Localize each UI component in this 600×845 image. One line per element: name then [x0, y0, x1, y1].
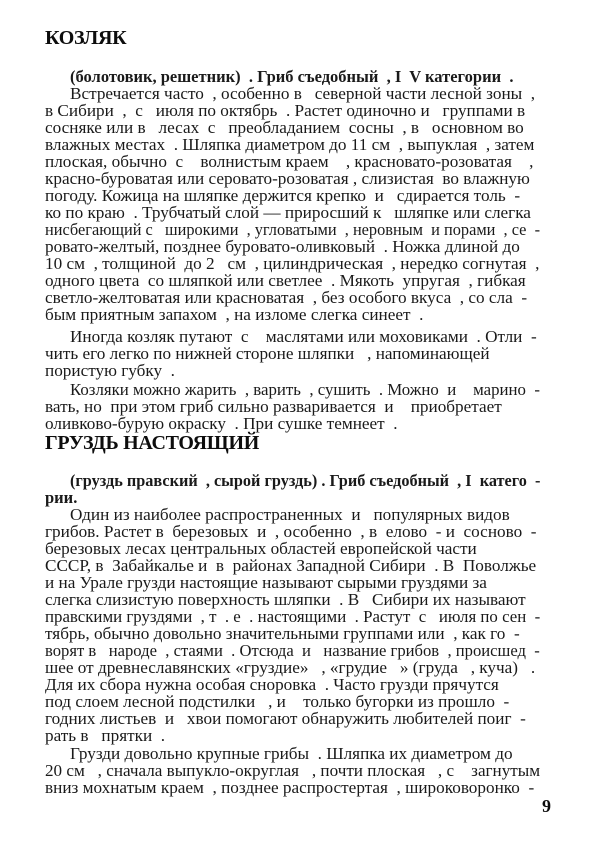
section-title-kozlyak: КОЗЛЯК [45, 27, 127, 49]
text-line: чить его легко по нижней стороне шляпки , напоминающей [45, 344, 490, 363]
text-line: СССР, в Забайкалье и в районах Западной Сибири . В Поволжье [45, 556, 537, 575]
text-line: Встречается часто , особенно в северной части лесной зоны , [70, 84, 536, 103]
text-line: ворят в народе , стаями . Отсюда и название грибов , происшед - [45, 641, 540, 660]
text-line: одного цвета со шляпкой или светлее . Мякоть упругая , гибкая [45, 271, 526, 290]
text-line: ко по краю . Трубчатый слой — приросший к шляпке или слегка [45, 203, 531, 222]
text-line: погоду. Кожица на шляпке держится крепко и сдирается толь - [45, 186, 521, 205]
paragraph-start: Грузди довольно крупные грибы . Шляпка их диаметром до [70, 744, 513, 763]
text-line: шее от древнеславянских «груздие» , «грудие » (груда , куча) . [45, 658, 536, 677]
section-title-gruzd: ГРУЗДЬ НАСТОЯЩИЙ [45, 432, 259, 454]
text-line: нисбегающий с широкими , угловатыми , неровным и порами , се - [45, 220, 541, 239]
section-subtitle-cont: рии. [45, 488, 78, 507]
text-line: оливково-бурую окраску . При сушке темнеет . [45, 414, 398, 433]
text-line: слегка слизистую поверхность шляпки . В Сибири их называют [45, 590, 526, 609]
section-subtitle: (груздь правский , сырой груздь) . Гриб съедобный , I катего - [70, 471, 541, 490]
text-line: 20 см , сначала выпукло-округлая , почти плоская , с загнутым [45, 761, 541, 780]
text-line: в Сибири , с июля по октябрь . Растет одиночно и группами в [45, 101, 526, 120]
text-line: тябрь, обычно довольно значительными группами или , как го - [45, 624, 520, 643]
paragraph-start: Один из наиболее распространенных и популярных видов [70, 505, 510, 524]
text-line: плоская, обычно с волнистым краем , красновато-розоватая , [45, 152, 534, 171]
text-line: вниз мохнатым краем , позднее распростертая , широковоронко - [45, 778, 535, 797]
text-line: вать, но при этом гриб сильно разваривается и приобретает [45, 397, 502, 416]
text-line: березовых лесах центральных областей европейской части [45, 539, 477, 558]
text-line: и на Урале грузди настоящие называют сырыми груздями за [45, 573, 487, 592]
section-subtitle: (болотовик, решетник) . Гриб съедобный , I V категории . [70, 67, 514, 86]
text-line: красно-буроватая или серовато-розоватая , слизистая во влажную [45, 169, 530, 188]
paragraph-start: Иногда козляк путают с маслятами или моховиками . Отли - [70, 327, 537, 346]
text-line: 10 см , толщиной до 2 см , цилиндрическая , нередко согнутая , [45, 254, 540, 273]
text-line: под слоем лесной подстилки , и только бугорки из прошло - [45, 692, 510, 711]
text-line: грибов. Растет в березовых и , особенно , в елово - и сосново - [45, 522, 537, 541]
text-line: годних листьев и хвои помогают обнаружить любителей поиг - [45, 709, 526, 728]
paragraph-start: Козляки можно жарить , варить , сушить . Можно и марино - [70, 380, 540, 399]
text-line: бым приятным запахом , на изломе слегка синеет . [45, 305, 424, 324]
text-line: Для их сбора нужна особая сноровка . Часто грузди прячутся [45, 675, 499, 694]
page-number: 9 [542, 796, 551, 816]
text-line: рать в прятки . [45, 726, 166, 745]
text-line: пористую губку . [45, 361, 175, 380]
text-line: светло-желтоватая или красноватая , без особого вкуса , со сла - [45, 288, 528, 307]
text-line: правскими груздями , т . е . настоящими . Растут с июля по сен - [45, 607, 541, 626]
text-line: ровато-желтый, позднее буровато-оливковый . Ножка длиной до [45, 237, 520, 256]
text-line: влажных местах . Шляпка диаметром до 11 см , выпуклая , затем [45, 135, 535, 154]
text-line: сосняке или в лесах с преобладанием сосны , в основном во [45, 118, 524, 137]
